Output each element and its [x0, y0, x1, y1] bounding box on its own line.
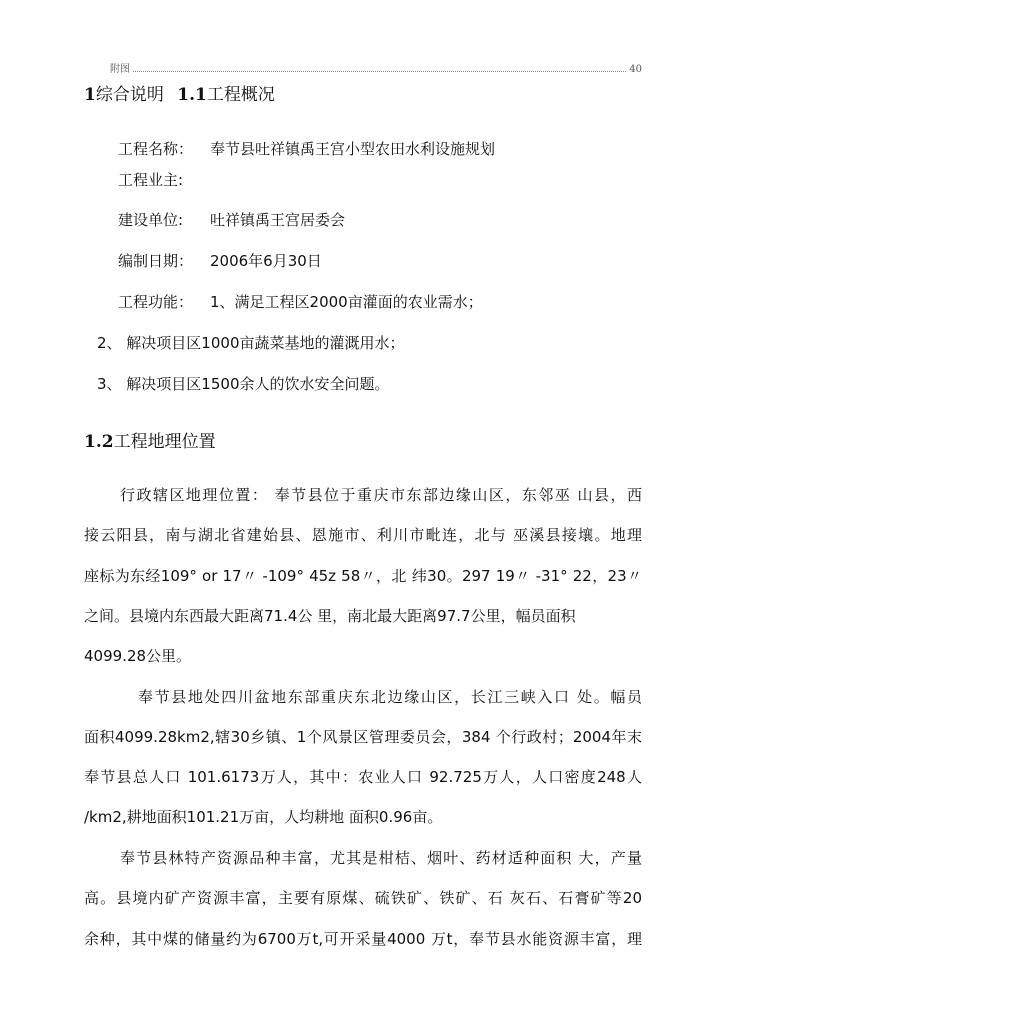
- section-title: 工程地理位置: [113, 432, 216, 452]
- field-label: 工程业主:: [118, 171, 184, 189]
- field-value: 1、满足工程区2000亩灌面的农业需水；: [210, 293, 483, 311]
- toc-entry: [110, 60, 642, 75]
- paragraph-line: 奉节县地处四川盆地东部重庆东北边缘山区，长江三峡入口 处。幅员: [138, 688, 642, 706]
- paragraph-line: 面积4099.28km2,辖30乡镇、1个风景区管理委员会，384 个行政村；2004年末: [84, 728, 642, 746]
- paragraph-line: 奉节县总人口 101.6173万人，其中：农业人口 92.725万人，人口密度248人: [84, 768, 642, 786]
- section-number: 1: [84, 85, 96, 105]
- field-value: 2006年6月30日: [210, 252, 322, 270]
- field-label: 工程名称：: [118, 140, 194, 158]
- paragraph-line: 之间。县境内东西最大距离71.4公 里，南北最大距离97.7公里，幅员面积: [84, 607, 576, 625]
- field-project-function: [118, 292, 483, 312]
- field-project-name: [118, 139, 495, 159]
- field-builder: [118, 210, 345, 230]
- paragraph-line: 高。县境内矿产资源丰富，主要有原煤、硫铁矿、铁矿、石 灰石、石膏矿等20: [84, 889, 642, 907]
- paragraph-line: 接云阳县，南与湖北省建始县、恩施市、利川市毗连，北与 巫溪县接壤。地理: [84, 526, 642, 544]
- toc-page-number: 40: [629, 64, 642, 75]
- paragraph-line: /km2,耕地面积101.21万亩，人均耕地 面积0.96亩。: [84, 808, 443, 826]
- field-label: 工程功能：: [118, 293, 194, 311]
- field-project-owner: [118, 170, 210, 190]
- section-title: 综合说明: [95, 85, 164, 105]
- list-item: 3、 解决项目区1500余人的饮水安全问题。: [97, 375, 390, 393]
- list-item: 2、 解决项目区1000亩蔬菜基地的灌溉用水；: [97, 334, 405, 352]
- field-compile-date: [118, 251, 322, 271]
- subsection-title: 工程概况: [206, 85, 275, 105]
- paragraph-line: 行政辖区地理位置： 奉节县位于重庆市东部边缘山区，东邻巫 山县，西: [120, 486, 642, 504]
- field-value: 奉节县吐祥镇禹王宫小型农田水利设施规划: [210, 140, 496, 158]
- field-label: 编制日期：: [118, 252, 194, 270]
- field-label: 建设单位:: [118, 211, 184, 229]
- subsection-number: 1.1: [177, 85, 207, 105]
- section-heading-1: [84, 84, 275, 106]
- field-value: 吐祥镇禹王宫居委会: [210, 211, 346, 229]
- paragraph-line: 奉节县林特产资源品种丰富，尤其是柑桔、烟叶、药材适种面积 大，产量: [120, 849, 642, 867]
- paragraph-line: 座标为东经109° or 17〃 -109° 45z 58〃，北 纬30。297 19〃 -31° 22，23〃: [84, 567, 642, 585]
- section-number: 1.2: [84, 432, 114, 452]
- paragraph-line: 余种，其中煤的储量约为6700万t,可开采量4000 万t，奉节县水能资源丰富，理: [84, 930, 642, 948]
- toc-label: 附图: [110, 64, 130, 75]
- toc-leader-dots: [133, 64, 626, 72]
- paragraph-line: 4099.28公里。: [84, 647, 192, 665]
- section-heading-1-2: [84, 431, 216, 453]
